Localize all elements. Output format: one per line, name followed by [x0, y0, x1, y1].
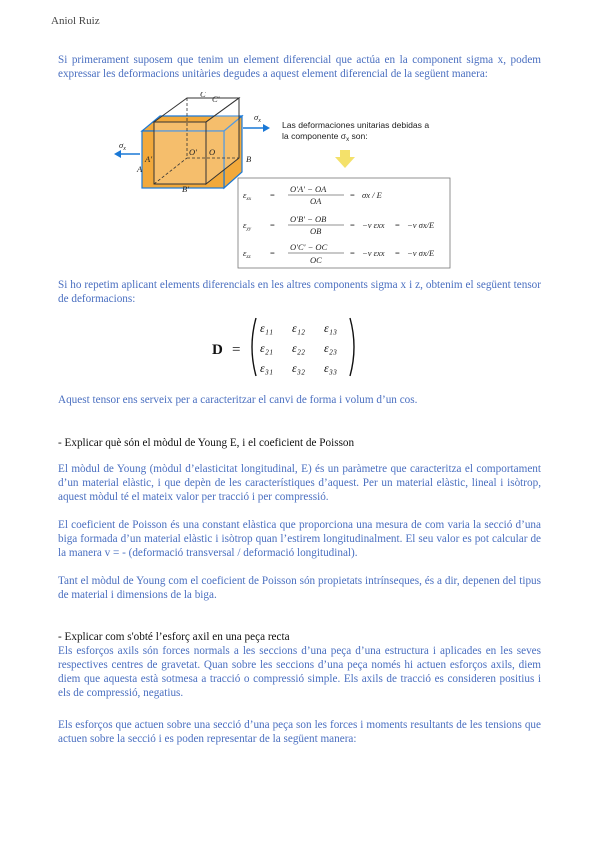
pointer-arrow-stem [340, 150, 350, 157]
eq3-num: O'C' − OC [290, 242, 328, 252]
corner-label-c-prime: C' [212, 94, 220, 104]
cube-front-edges [154, 122, 206, 184]
tensor-right-paren [350, 318, 354, 376]
eq3-den: OC [310, 255, 322, 265]
corner-label-a-prime: A' [145, 154, 153, 164]
tensor-cell-31: ε₃₁ [260, 361, 274, 375]
corner-label-c: C [200, 92, 206, 99]
corner-label-b-prime: B' [182, 184, 190, 194]
paragraph-young-modulus: El mòdul de Young (mòdul d’elasticitat longitudinal, E) és un paràmetre que caracteritza el comportament d’un material elàstic, i que depèn de les característiques d’aquest. Per un material elàstic, lineal i isòtrop, aquest mòdul té el mateix valor per tracció i per compressió. [58, 463, 541, 503]
corner-label-a: A [137, 164, 143, 174]
pointer-arrow-head [335, 157, 355, 168]
paragraph-tensor-use: Aquest tensor ens serveix per a caracteritzar el canvi de forma i volum d’un cos. [58, 394, 418, 406]
tensor-cell-13: ε₁₃ [324, 321, 338, 335]
paragraph-section-forces: Els esforços que actuen sobre una secció d’una peça son les forces i moments resultants de les tensions que actuen sobre la secció i es poden representar de la següent manera: [58, 719, 541, 745]
tensor-cell-23: ε₂₃ [324, 341, 338, 355]
figure-note-line2: la componente $\sigma_x$ son: [282, 131, 368, 143]
paragraph-sigma-x: Si primerament suposem que tenim un element diferencial que actúa en la component sigma x, podem expressar les deformacions unitàries degudes a aquest element diferencial de la següent manera: [58, 54, 541, 80]
eq1-den: OA [310, 196, 322, 206]
tensor-cell-11: ε₁₁ [260, 321, 274, 335]
paragraph-tensor-intro: Si ho repetim aplicant elements diferencials en les altres components sigma x i z, obtenim el següent tensor de deformacions: [58, 279, 541, 305]
tensor-cell-33: ε₃₃ [324, 361, 338, 375]
strain-figure-svg [112, 92, 462, 270]
eq2-equals-2: = [350, 220, 355, 230]
eq2-equals-3: = [395, 220, 400, 230]
sigma-label-right: $\sigma_x$ [254, 112, 261, 124]
tensor-cell-22: ε₂₂ [292, 341, 306, 355]
paragraph-poisson-coefficient: El coeficient de Poisson és una constant elàstica que proporciona una mesura de com varia la secció d’una biga formada d’un material elàstic i isòtrop quan l’estirem longitudinalment. El seu valor es pot calcular de la manera v = - (deformació transversal / deformació longitudinal). [58, 519, 541, 559]
tensor-cell-32: ε₃₂ [292, 361, 306, 375]
eq2-num: O'B' − OB [290, 214, 327, 224]
tensor-symbol: D [212, 342, 223, 358]
strain-figure [112, 92, 462, 270]
tensor-left-paren [252, 318, 256, 376]
eq3-equals: = [270, 248, 275, 258]
eq3-right: −ν σx/E [407, 248, 435, 258]
paragraph-intrinsic-properties: Tant el mòdul de Young com el coeficient de Poisson són propietats intrínseques, és a dir, depenen del tipus de material i dimensions de la biga. [58, 575, 541, 601]
page-author: Aniol Ruiz [51, 15, 100, 27]
eq2-right: −ν σx/E [407, 220, 435, 230]
corner-label-o-prime: O' [189, 147, 197, 157]
heading-young-poisson: - Explicar què són el mòdul de Young E, i el coeficient de Poisson [58, 437, 355, 449]
paragraph-axial-forces: Els esforços axils són forces normals a les seccions d’una peça d’una estructura i aplicades en les seves respectives centres de gravetat. Quan sobre les seccions d’una peça només hi actuen esforços axils, diem diem que aquesta està sotmesa a tracció o compressió simple. Els axils de tracció es consideren positius i els de compressió, negatius. [58, 645, 541, 699]
right-arrow-head [263, 124, 270, 132]
eq2-equals: = [270, 220, 275, 230]
eq1-mid: σx / E [362, 190, 382, 200]
eq1-equals: = [270, 190, 275, 200]
tensor-cell-12: ε₁₂ [292, 321, 306, 335]
left-arrow-head [114, 150, 121, 158]
eq3-equals-3: = [395, 248, 400, 258]
eq2-mid: −ν εxx [362, 220, 385, 230]
corner-label-b: B [246, 154, 252, 164]
corner-label-o: O [209, 147, 216, 157]
heading-axial-force: - Explicar com s'obté l’esforç axil en una peça recta [58, 631, 290, 643]
tensor-equals: = [232, 342, 241, 358]
eq3-equals-2: = [350, 248, 355, 258]
tensor-cell-21: ε₂₁ [260, 341, 274, 355]
eq2-den: OB [310, 226, 322, 236]
eq3-lhs: $\varepsilon_{zz}$ [243, 248, 251, 260]
eq3-mid: −ν εxx [362, 248, 385, 258]
figure-note-line1: Las deformaciones unitarias debidas a [282, 120, 430, 130]
deformation-tensor-svg [210, 314, 370, 380]
eq1-equals-2: = [350, 190, 355, 200]
eq2-lhs: $\varepsilon_{yy}$ [243, 220, 252, 232]
eq1-lhs: $\varepsilon_{xx}$ [243, 190, 252, 202]
sigma-label-left: $\sigma_x$ [119, 140, 126, 152]
deformation-tensor [210, 314, 370, 380]
eq1-num: O'A' − OA [290, 184, 327, 194]
